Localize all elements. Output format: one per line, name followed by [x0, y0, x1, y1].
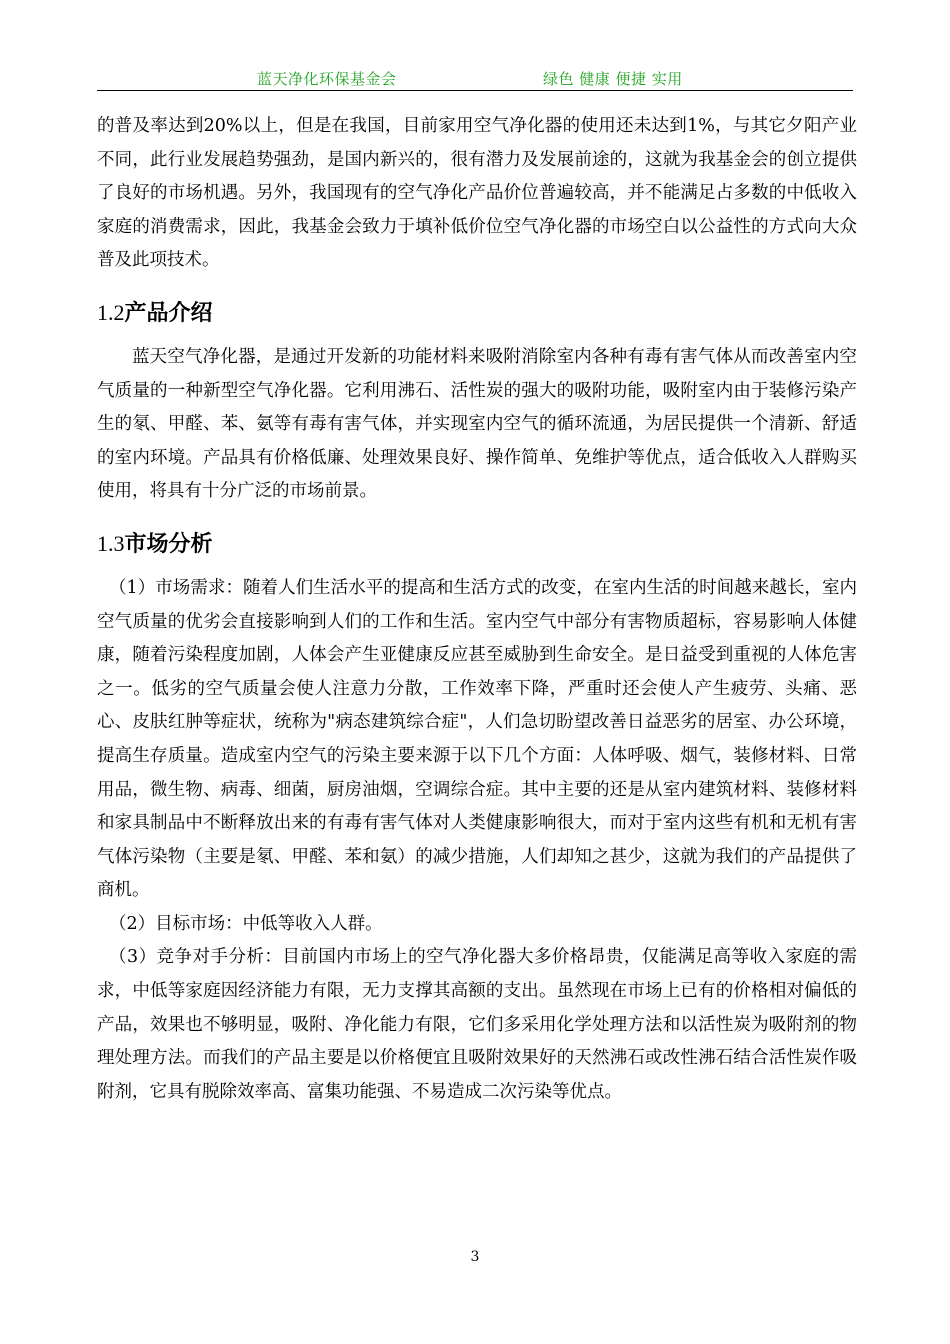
header-slogan: 绿色 健康 便捷 实用	[543, 70, 683, 88]
market-demand-paragraph: （1）市场需求：随着人们生活水平的提高和生活方式的改变，在室内生活的时间越来越长，室内空气质量的优劣会直接影响到人们的工作和生活。室内空气中部分有害物质超标，容易影响人体健康，随着污染程度加剧，人体会产生亚健康反应甚至威胁到生命安全。是日益受到重视的人体危害之一。低劣的空气质量会使人注意力分散，工作效率下降，严重时还会使人产生疲劳、头痛、恶心、皮肤红肿等症状，统称为"病态建筑综合症"，人们急切盼望改善日益恶劣的居室、办公环境，提高生存质量。造成室内空气的污染主要来源于以下几个方面：人体呼吸、烟气，装修材料、日常用品，微生物、病毒、细菌，厨房油烟，空调综合症。其中主要的还是从室内建筑材料、装修材料和家具制品中不断释放出来的有毒有害气体对人类健康影响很大，而对于室内这些有机和无机有害气体污染物（主要是氡、甲醛、苯和氨）的减少措施，人们却知之甚少，这就为我们的产品提供了商机。	[97, 577, 857, 901]
header-organization: 蓝天净化环保基金会	[257, 70, 397, 88]
section-number: 1.2	[97, 299, 125, 325]
page-number: 3	[470, 1249, 480, 1265]
section-title: 产品介绍	[124, 300, 213, 326]
section-heading-product-intro	[97, 300, 857, 327]
competitor-analysis-paragraph: （3）竞争对手分析：目前国内市场上的空气净化器大多价格昂贵，仅能满足高等收入家庭的需求，中低等家庭因经济能力有限，无力支撑其高额的支出。虽然现在市场上已有的价格相对偏低的产品，效果也不够明显，吸附、净化能力有限，它们多采用化学处理方法和以活性炭为吸附剂的物理处理方法。而我们的产品主要是以价格便宜且吸附效果好的天然沸石或改性沸石结合活性炭作吸附剂，它具有脱除效率高、富集功能强、不易造成二次污染等优点。	[97, 947, 857, 1102]
product-intro-paragraph: 蓝天空气净化器，是通过开发新的功能材料来吸附消除室内各种有毒有害气体从而改善室内空气质量的一种新型空气净化器。它利用沸石、活性炭的强大的吸附功能，吸附室内由于装修污染产生的氡、甲醛、苯、氨等有毒有害气体，并实现室内空气的循环流通，为居民提供一个清新、舒适的室内环境。产品具有价格低廉、处理效果良好、操作简单、免维护等优点，适合低收入人群购买使用，将具有十分广泛的市场前景。	[97, 346, 857, 502]
section-title: 市场分析	[124, 531, 213, 557]
section-heading-market-analysis	[97, 531, 857, 558]
target-market-paragraph: （2）目标市场：中低等收入人群。	[109, 913, 383, 934]
page-header	[97, 66, 853, 91]
document-body	[97, 110, 857, 1109]
intro-paragraph: 的普及率达到20%以上，但是在我国，目前家用空气净化器的使用还未达到1%，与其它夕阳产业不同，此行业发展趋势强劲，是国内新兴的，很有潜力及发展前途的，这就为我基金会的创立提供了良好的市场机遇。另外，我国现有的空气净化产品价位普遍较高，并不能满足占多数的中低收入家庭的消费需求，因此，我基金会致力于填补低价位空气净化器的市场空白以公益性的方式向大众普及此项技术。	[97, 116, 857, 271]
section-number: 1.3	[97, 530, 125, 556]
